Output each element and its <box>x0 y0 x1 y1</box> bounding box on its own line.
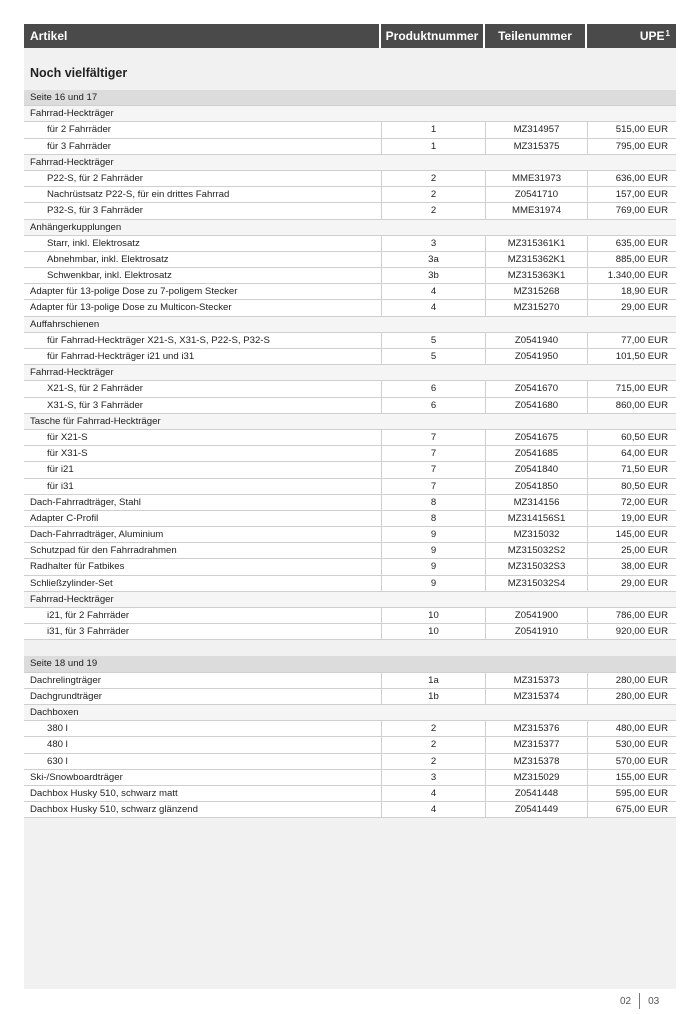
cell-artikel: Ski-/Snowboardträger <box>30 771 123 783</box>
cell-artikel: Nachrüstsatz P22-S, für ein drittes Fahrrad <box>47 189 230 201</box>
cell-upe: 25,00 EUR <box>587 543 676 558</box>
table-row <box>24 349 676 365</box>
cell-upe: 795,00 EUR <box>587 139 676 154</box>
cell-produktnummer: 10 <box>381 608 485 623</box>
cell-produktnummer: 4 <box>381 300 485 315</box>
cell-artikel: für X31-S <box>47 448 88 460</box>
table-row <box>24 479 676 495</box>
table-row <box>24 203 676 219</box>
cell-teilenummer: Z0541675 <box>485 430 587 445</box>
category-row <box>24 317 676 333</box>
cell-teilenummer: MZ315377 <box>485 737 587 752</box>
cell-teilenummer: MZ315373 <box>485 673 587 688</box>
cell-upe: 860,00 EUR <box>587 398 676 413</box>
cell-teilenummer: Z0541950 <box>485 349 587 364</box>
table-row <box>24 559 676 575</box>
cell-produktnummer: 1 <box>381 122 485 137</box>
cell-artikel: Fahrrad-Heckträger <box>30 593 114 605</box>
cell-upe: 480,00 EUR <box>587 721 676 736</box>
table-row <box>24 430 676 446</box>
cell-teilenummer: MZ314156S1 <box>485 511 587 526</box>
page-number-left: 02 <box>620 995 632 1007</box>
cell-artikel: Dachboxen <box>30 706 79 718</box>
cell-upe <box>587 220 676 235</box>
header-upe-footnote: 1 <box>665 28 670 38</box>
cell-produktnummer <box>381 705 485 720</box>
table-row <box>24 786 676 802</box>
cell-upe: 885,00 EUR <box>587 252 676 267</box>
section-title: Noch vielfältiger <box>30 66 128 80</box>
table-row <box>24 139 676 155</box>
cell-teilenummer: Z0541670 <box>485 381 587 396</box>
cell-artikel: Dach-Fahrradträger, Stahl <box>30 496 141 508</box>
cell-upe <box>587 155 676 170</box>
cell-teilenummer: MZ315032S4 <box>485 576 587 591</box>
cell-upe <box>587 106 676 121</box>
cell-teilenummer: Z0541940 <box>485 333 587 348</box>
table-row <box>24 576 676 592</box>
table-row <box>24 770 676 786</box>
cell-produktnummer: 2 <box>381 203 485 218</box>
cell-upe: 71,50 EUR <box>587 462 676 477</box>
group-header-seite-18-19 <box>24 656 676 672</box>
cell-produktnummer: 1b <box>381 689 485 704</box>
cell-artikel: für Fahrrad-Heckträger X21-S, X31-S, P22-S, P32-S <box>47 334 270 346</box>
cell-teilenummer: MZ315270 <box>485 300 587 315</box>
cell-artikel: Fahrrad-Heckträger <box>30 367 114 379</box>
category-row <box>24 155 676 171</box>
cell-upe: 64,00 EUR <box>587 446 676 461</box>
cell-upe: 595,00 EUR <box>587 786 676 801</box>
cell-teilenummer <box>485 592 587 607</box>
cell-produktnummer: 7 <box>381 462 485 477</box>
group-label: Seite 16 und 17 <box>30 92 98 103</box>
cell-produktnummer: 10 <box>381 624 485 639</box>
cell-artikel: i21, für 2 Fahrräder <box>47 610 130 621</box>
header-teilenummer: Teilenummer <box>485 24 587 48</box>
cell-artikel: Dachgrundträger <box>30 690 102 702</box>
table-row <box>24 511 676 527</box>
table-row <box>24 236 676 252</box>
group-label: Seite 18 und 19 <box>30 658 98 670</box>
cell-produktnummer: 4 <box>381 786 485 801</box>
cell-artikel: Dachbox Husky 510, schwarz matt <box>30 787 178 799</box>
category-row <box>24 365 676 381</box>
cell-produktnummer: 4 <box>381 802 485 817</box>
cell-produktnummer <box>381 592 485 607</box>
cell-upe: 636,00 EUR <box>587 171 676 186</box>
cell-teilenummer: MME31973 <box>485 171 587 186</box>
cell-upe: 38,00 EUR <box>587 559 676 574</box>
table-row <box>24 284 676 300</box>
table-row <box>24 689 676 705</box>
cell-artikel: X21-S, für 2 Fahrräder <box>47 383 143 395</box>
cell-artikel: Auffahrschienen <box>30 318 100 330</box>
table-row <box>24 462 676 478</box>
cell-artikel: Tasche für Fahrrad-Heckträger <box>30 415 161 427</box>
cell-produktnummer: 2 <box>381 187 485 202</box>
table-row <box>24 737 676 753</box>
cell-produktnummer <box>381 414 485 429</box>
cell-upe: 675,00 EUR <box>587 802 676 817</box>
cell-produktnummer: 2 <box>381 721 485 736</box>
page-divider <box>639 993 640 1009</box>
cell-teilenummer: MZ315032 <box>485 527 587 542</box>
price-list-sheet <box>24 24 676 989</box>
table-row <box>24 543 676 559</box>
cell-teilenummer: MZ314156 <box>485 495 587 510</box>
cell-upe: 145,00 EUR <box>587 527 676 542</box>
cell-teilenummer <box>485 705 587 720</box>
cell-produktnummer: 8 <box>381 511 485 526</box>
page-number-right: 03 <box>648 995 660 1007</box>
cell-artikel: für Fahrrad-Heckträger i21 und i31 <box>47 351 195 362</box>
cell-artikel: Fahrrad-Heckträger <box>30 156 114 168</box>
table-row <box>24 673 676 689</box>
cell-upe: 1.340,00 EUR <box>587 268 676 283</box>
cell-teilenummer <box>485 414 587 429</box>
cell-produktnummer: 7 <box>381 430 485 445</box>
cell-artikel: Radhalter für Fatbikes <box>30 561 125 573</box>
cell-produktnummer: 4 <box>381 284 485 299</box>
cell-upe: 60,50 EUR <box>587 430 676 445</box>
cell-produktnummer: 5 <box>381 333 485 348</box>
cell-teilenummer: Z0541449 <box>485 802 587 817</box>
cell-teilenummer <box>485 220 587 235</box>
cell-artikel: Adapter C-Profil <box>30 512 99 524</box>
cell-artikel: Dachrelingträger <box>30 674 101 686</box>
cell-produktnummer: 5 <box>381 349 485 364</box>
page-numbers <box>620 993 659 1009</box>
cell-artikel: Starr, inkl. Elektrosatz <box>47 237 140 249</box>
table-row <box>24 122 676 138</box>
cell-teilenummer: MME31974 <box>485 203 587 218</box>
category-row <box>24 106 676 122</box>
cell-artikel: für i31 <box>47 480 74 492</box>
cell-produktnummer <box>381 220 485 235</box>
cell-teilenummer: MZ314957 <box>485 122 587 137</box>
cell-upe: 280,00 EUR <box>587 673 676 688</box>
cell-teilenummer: MZ315029 <box>485 770 587 785</box>
cell-upe: 786,00 EUR <box>587 608 676 623</box>
table-row <box>24 187 676 203</box>
cell-produktnummer <box>381 317 485 332</box>
cell-teilenummer <box>485 106 587 121</box>
table-row <box>24 802 676 818</box>
cell-teilenummer: MZ315378 <box>485 754 587 769</box>
cell-artikel: i31, für 3 Fahrräder <box>47 626 130 638</box>
cell-produktnummer: 3b <box>381 268 485 283</box>
cell-teilenummer: Z0541680 <box>485 398 587 413</box>
table-row <box>24 608 676 624</box>
cell-teilenummer: Z0541685 <box>485 446 587 461</box>
cell-teilenummer: MZ315375 <box>485 139 587 154</box>
cell-produktnummer: 1 <box>381 139 485 154</box>
cell-artikel: P22-S, für 2 Fahrräder <box>47 172 143 184</box>
cell-upe <box>587 592 676 607</box>
category-row <box>24 220 676 236</box>
cell-artikel: Schutzpad für den Fahrradrahmen <box>30 545 177 557</box>
cell-produktnummer: 3 <box>381 770 485 785</box>
group-spacer <box>24 640 676 656</box>
cell-teilenummer: Z0541900 <box>485 608 587 623</box>
cell-upe: 280,00 EUR <box>587 689 676 704</box>
cell-produktnummer: 3a <box>381 252 485 267</box>
cell-produktnummer <box>381 365 485 380</box>
cell-teilenummer <box>485 365 587 380</box>
table-row <box>24 446 676 462</box>
cell-artikel: Dach-Fahrradträger, Aluminium <box>30 529 164 541</box>
cell-teilenummer: MZ315361K1 <box>485 236 587 251</box>
table-row <box>24 721 676 737</box>
cell-artikel: P32-S, für 3 Fahrräder <box>47 205 143 217</box>
cell-upe: 19,00 EUR <box>587 511 676 526</box>
cell-produktnummer: 7 <box>381 446 485 461</box>
cell-produktnummer: 9 <box>381 559 485 574</box>
cell-artikel: 380 l <box>47 723 68 735</box>
header-artikel: Artikel <box>24 24 381 48</box>
cell-produktnummer: 2 <box>381 171 485 186</box>
cell-upe: 29,00 EUR <box>587 576 676 591</box>
group1-rows <box>24 106 676 640</box>
cell-upe: 155,00 EUR <box>587 770 676 785</box>
cell-artikel: für 3 Fahrräder <box>47 140 111 152</box>
cell-teilenummer: Z0541448 <box>485 786 587 801</box>
cell-upe: 77,00 EUR <box>587 333 676 348</box>
cell-artikel: 630 l <box>47 755 68 767</box>
cell-artikel: Adapter für 13-polige Dose zu Multicon-Stecker <box>30 302 232 314</box>
cell-produktnummer: 2 <box>381 754 485 769</box>
cell-produktnummer: 6 <box>381 381 485 396</box>
cell-upe: 570,00 EUR <box>587 754 676 769</box>
cell-produktnummer: 2 <box>381 737 485 752</box>
group2-rows <box>24 673 676 819</box>
table-row <box>24 171 676 187</box>
cell-teilenummer: Z0541710 <box>485 187 587 202</box>
cell-teilenummer: MZ315268 <box>485 284 587 299</box>
cell-teilenummer: MZ315032S2 <box>485 543 587 558</box>
cell-produktnummer: 6 <box>381 398 485 413</box>
category-row <box>24 592 676 608</box>
category-row <box>24 414 676 430</box>
table-row <box>24 268 676 284</box>
category-row <box>24 705 676 721</box>
cell-upe: 80,50 EUR <box>587 479 676 494</box>
cell-upe <box>587 317 676 332</box>
cell-teilenummer <box>485 317 587 332</box>
cell-produktnummer: 9 <box>381 576 485 591</box>
cell-upe: 515,00 EUR <box>587 122 676 137</box>
cell-artikel: Adapter für 13-polige Dose zu 7-poligem Stecker <box>30 286 238 298</box>
cell-artikel: Schwenkbar, inkl. Elektrosatz <box>47 270 172 282</box>
cell-artikel: 480 l <box>47 739 68 751</box>
cell-upe: 920,00 EUR <box>587 624 676 639</box>
cell-artikel: Schließzylinder-Set <box>30 577 113 589</box>
cell-upe: 101,50 EUR <box>587 349 676 364</box>
cell-artikel: Fahrrad-Heckträger <box>30 108 114 120</box>
cell-upe: 769,00 EUR <box>587 203 676 218</box>
cell-artikel: für 2 Fahrräder <box>47 124 111 136</box>
cell-teilenummer: MZ315363K1 <box>485 268 587 283</box>
cell-artikel: Abnehmbar, inkl. Elektrosatz <box>47 253 169 265</box>
cell-produktnummer: 8 <box>381 495 485 510</box>
table-row <box>24 527 676 543</box>
cell-upe <box>587 705 676 720</box>
cell-produktnummer: 9 <box>381 543 485 558</box>
cell-teilenummer <box>485 155 587 170</box>
table-row <box>24 754 676 770</box>
header-upe <box>587 24 676 48</box>
table-row <box>24 398 676 414</box>
cell-teilenummer: MZ315376 <box>485 721 587 736</box>
cell-upe: 530,00 EUR <box>587 737 676 752</box>
cell-upe: 72,00 EUR <box>587 495 676 510</box>
cell-teilenummer: Z0541840 <box>485 462 587 477</box>
cell-produktnummer: 3 <box>381 236 485 251</box>
cell-artikel: Dachbox Husky 510, schwarz glänzend <box>30 804 198 816</box>
cell-teilenummer: MZ315362K1 <box>485 252 587 267</box>
cell-artikel: Anhängerkupplungen <box>30 221 122 233</box>
header-upe-label: UPE <box>639 29 665 43</box>
cell-produktnummer: 9 <box>381 527 485 542</box>
table-row <box>24 381 676 397</box>
cell-produktnummer: 7 <box>381 479 485 494</box>
cell-upe <box>587 414 676 429</box>
cell-upe: 157,00 EUR <box>587 187 676 202</box>
table-row <box>24 333 676 349</box>
cell-upe: 635,00 EUR <box>587 236 676 251</box>
table-row <box>24 624 676 640</box>
cell-produktnummer <box>381 155 485 170</box>
cell-teilenummer: Z0541850 <box>485 479 587 494</box>
table-row <box>24 495 676 511</box>
cell-artikel: X31-S, für 3 Fahrräder <box>47 399 143 411</box>
cell-upe: 18,90 EUR <box>587 284 676 299</box>
table-row <box>24 300 676 316</box>
cell-produktnummer <box>381 106 485 121</box>
cell-upe: 715,00 EUR <box>587 381 676 396</box>
cell-upe: 29,00 EUR <box>587 300 676 315</box>
cell-artikel: für i21 <box>47 464 74 476</box>
cell-teilenummer: MZ315374 <box>485 689 587 704</box>
cell-artikel: für X21-S <box>47 431 88 443</box>
cell-produktnummer: 1a <box>381 673 485 688</box>
cell-upe <box>587 365 676 380</box>
header-produktnummer: Produktnummer <box>381 24 485 48</box>
cell-teilenummer: Z0541910 <box>485 624 587 639</box>
group-header-seite-16-17 <box>24 90 676 106</box>
table-header <box>24 24 676 48</box>
table-row <box>24 252 676 268</box>
cell-teilenummer: MZ315032S3 <box>485 559 587 574</box>
